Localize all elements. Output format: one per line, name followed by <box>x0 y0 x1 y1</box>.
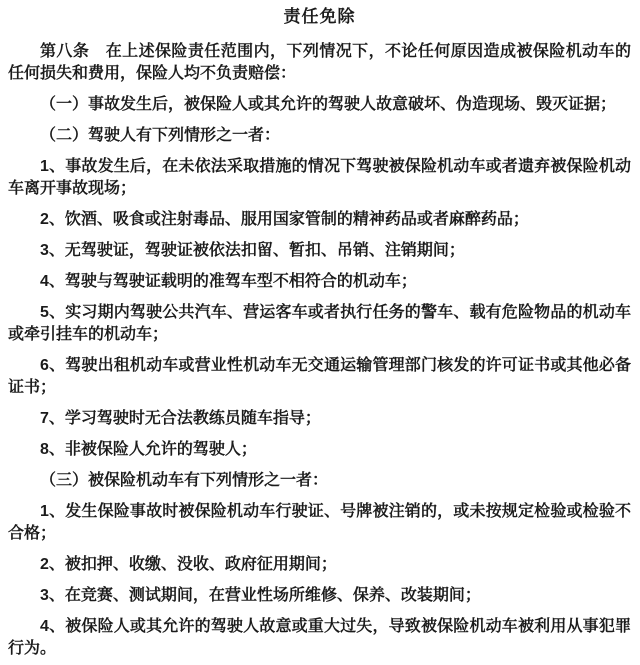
para-section-3-item-1: 1、发生保险事故时被保险机动车行驶证、号牌被注销的，或未按规定检验或检验不合格； <box>8 503 631 542</box>
para-section-2-item-8: 8、非被保险人允许的驾驶人； <box>40 441 257 458</box>
para-section-1: （一）事故发生后，被保险人或其允许的驾驶人故意破坏、伪造现场、毁灭证据； <box>40 96 617 113</box>
para-section-2-heading: （二）驾驶人有下列情形之一者： <box>40 127 281 144</box>
para-section-2-item-7: 7、学习驾驶时无合法教练员随车指导； <box>40 410 321 427</box>
para-section-3-heading: （三）被保险机动车有下列情形之一者： <box>40 472 329 489</box>
para-section-2-item-4: 4、驾驶与驾驶证载明的准驾车型不相符合的机动车； <box>40 273 417 290</box>
para-section-2-item-6: 6、驾驶出租机动车或营业性机动车无交通运输管理部门核发的许可证书或其他必备证书； <box>8 357 631 396</box>
para-section-2-item-2: 2、饮酒、吸食或注射毒品、服用国家管制的精神药品或者麻醉药品； <box>40 211 529 228</box>
para-section-3-item-3: 3、在竞赛、测试期间，在营业性场所维修、保养、改装期间； <box>40 587 481 604</box>
document-title: 责任免除 <box>283 7 356 26</box>
para-section-2-item-5: 5、实习期内驾驶公共汽车、营运客车或者执行任务的警车、载有危险物品的机动车或牵引挂车的机动车； <box>8 304 631 343</box>
para-section-2-item-1: 1、事故发生后，在未依法采取措施的情况下驾驶被保险机动车或者遗弃被保险机动车离开事故现场； <box>8 158 631 197</box>
para-section-2-item-3: 3、无驾驶证，驾驶证被依法扣留、暂扣、吊销、注销期间； <box>40 242 465 259</box>
para-section-3-item-4: 4、被保险人或其允许的驾驶人故意或重大过失，导致被保险机动车被利用从事犯罪行为。 <box>8 618 631 657</box>
para-section-3-item-2: 2、被扣押、收缴、没收、政府征用期间； <box>40 556 337 573</box>
para-article-8-intro: 第八条 在上述保险责任范围内，下列情况下，不论任何原因造成被保险机动车的任何损失和费用，保险人均不负责赔偿： <box>8 43 631 82</box>
